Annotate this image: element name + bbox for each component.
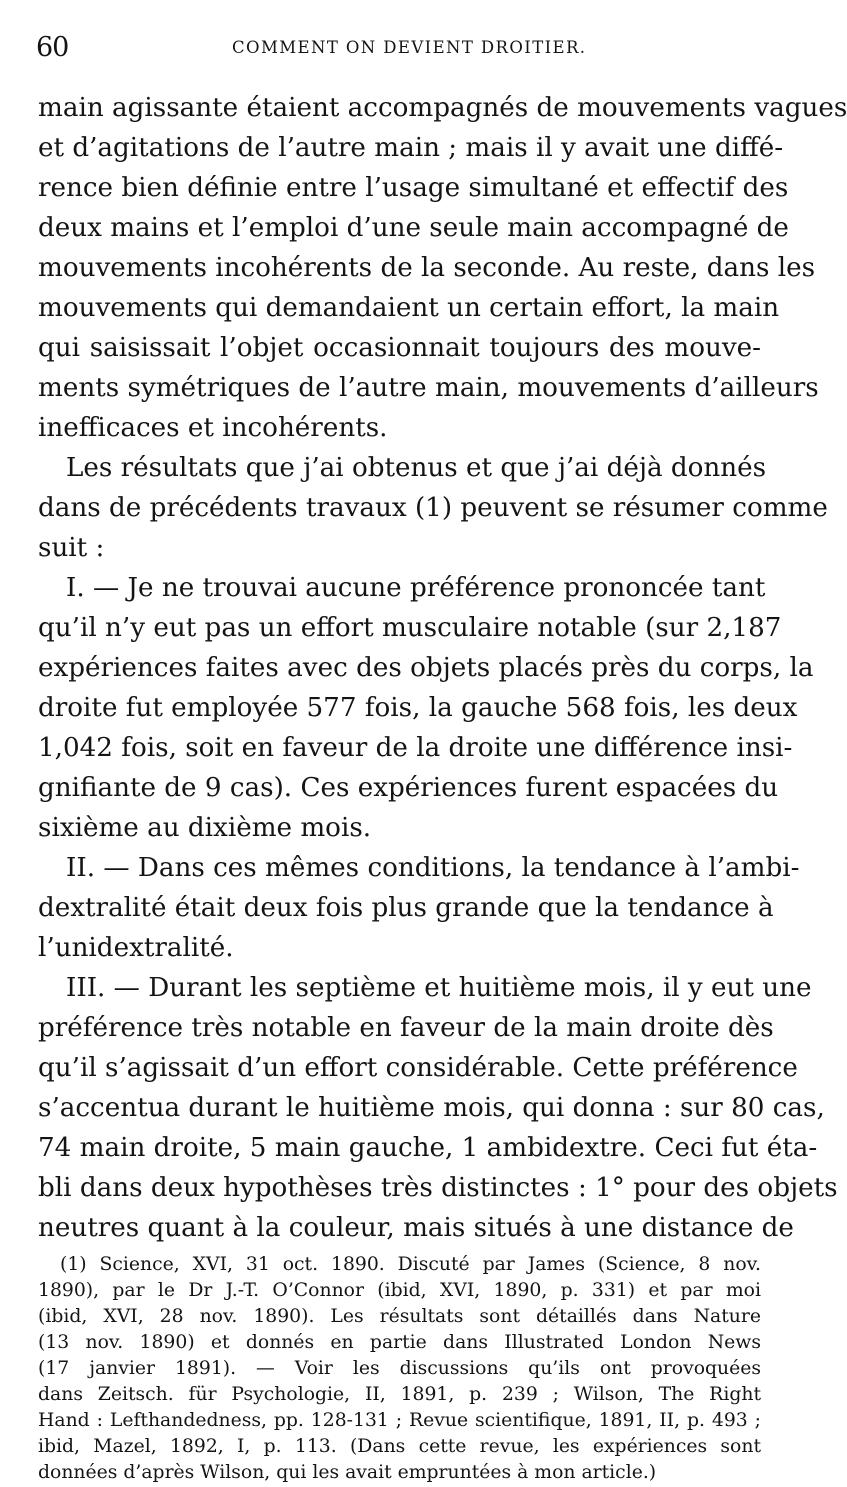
body-line: mouvements incohérents de la seconde. Au reste, dans les (38, 253, 816, 283)
body-line: et d’agitations de l’autre main ; mais il y avait une diffé- (38, 133, 784, 163)
footnote-line: ibid, Mazel, 1892, I, p. 113. (Dans cette revue, les expériences sont (38, 1436, 761, 1457)
body-line: bli dans deux hypothèses très distinctes : 1° pour des objets (38, 1173, 838, 1203)
body-line: I. — Je ne trouvai aucune préférence prononcée tant (66, 573, 766, 603)
body-line: Les résultats que j’ai obtenus et que j’ai déjà donnés (66, 453, 767, 483)
footnote-line: (13 nov. 1890) et donnés en partie dans Illustrated London News (38, 1332, 761, 1353)
body-line: II. — Dans ces mêmes conditions, la tendance à l’ambi- (66, 853, 800, 883)
footnote-line: Hand : Lefthandedness, pp. 128-131 ; Revue scientifique, 1891, II, p. 493 ; (38, 1410, 761, 1431)
body-line: qui saisissait l’objet occasionnait toujours des mouve- (38, 333, 761, 363)
page-number: 60 (36, 32, 69, 63)
body-line: gnifiante de 9 cas). Ces expériences furent espacées du (38, 773, 779, 803)
body-line: mouvements qui demandaient un certain effort, la main (38, 293, 780, 323)
body-line: ments symétriques de l’autre main, mouvements d’ailleurs (38, 373, 819, 403)
footnote-line: données d’après Wilson, qui les avait empruntées à mon article.) (38, 1462, 657, 1483)
running-head: COMMENT ON DEVIENT DROITIER. (232, 38, 587, 57)
footnote-line: 1890), par le Dr J.-T. O’Connor (ibid, XVI, 1890, p. 331) et par moi (38, 1280, 761, 1301)
body-line: qu’il n’y eut pas un effort musculaire notable (sur 2,187 (38, 613, 782, 643)
body-line: deux mains et l’emploi d’une seule main accompagné de (38, 213, 789, 243)
footnote-line: (1) Science, XVI, 31 oct. 1890. Discuté par James (Science, 8 nov. (60, 1254, 761, 1275)
body-line: dans de précédents travaux (1) peuvent se résumer comme (38, 493, 828, 523)
page-header (36, 28, 766, 64)
body-line: l’unidextralité. (38, 933, 234, 963)
body-line: sixième au dixième mois. (38, 813, 372, 843)
body-line: 74 main droite, 5 main gauche, 1 ambidextre. Ceci fut éta- (38, 1133, 818, 1163)
body-line: droite fut employée 577 fois, la gauche 568 fois, les deux (38, 693, 798, 723)
footnote-line: dans Zeitsch. für Psychologie, II, 1891, p. 239 ; Wilson, The Right (38, 1384, 761, 1405)
body-line: expériences faites avec des objets placés près du corps, la (38, 653, 814, 683)
footnote-line: (ibid, XVI, 28 nov. 1890). Les résultats sont détaillés dans Nature (38, 1306, 761, 1327)
body-line: qu’il s’agissait d’un effort considérable. Cette préférence (38, 1053, 798, 1083)
body-line: inefficaces et incohérents. (38, 413, 388, 443)
body-line: dextralité était deux fois plus grande que la tendance à (38, 893, 774, 923)
body-line: main agissante étaient accompagnés de mouvements vagues (38, 93, 847, 123)
body-line: suit : (38, 533, 105, 563)
footnote-line: (17 janvier 1891). — Voir les discussions qu’ils ont provoquées (38, 1358, 761, 1379)
body-line: neutres quant à la couleur, mais situés à une distance de (38, 1213, 794, 1243)
body-line: rence bien définie entre l’usage simultané et effectif des (38, 173, 789, 203)
body-line: 1,042 fois, soit en faveur de la droite une différence insi- (38, 733, 793, 763)
body-line: s’accentua durant le huitième mois, qui donna : sur 80 cas, (38, 1093, 825, 1123)
body-line: III. — Durant les septième et huitième mois, il y eut une (66, 973, 812, 1003)
body-line: préférence très notable en faveur de la main droite dès (38, 1013, 774, 1043)
